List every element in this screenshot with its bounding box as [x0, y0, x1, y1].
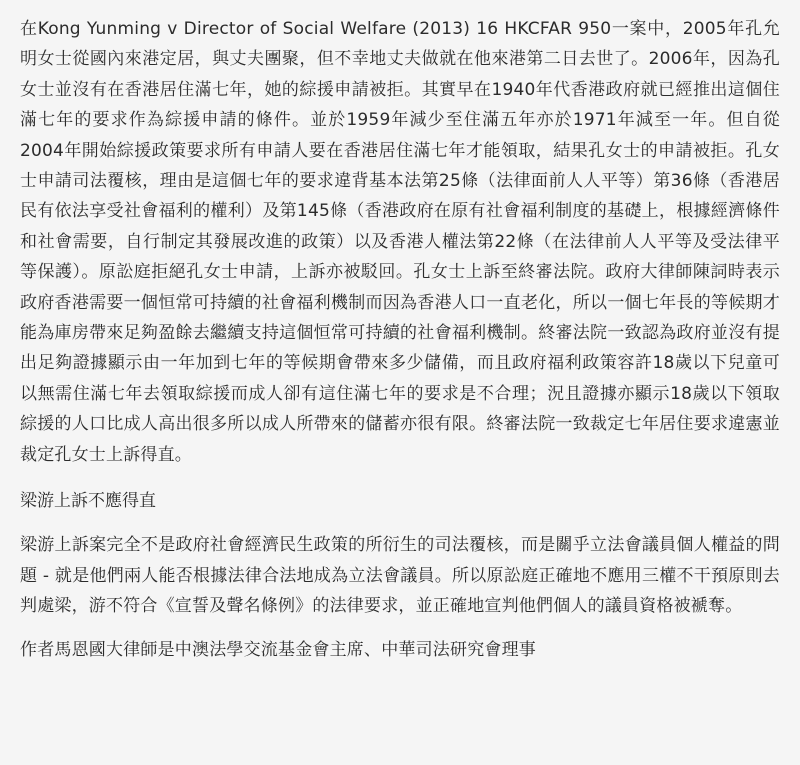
paragraph-leung-yau-appeal: 梁游上訴案完全不是政府社會經濟民生政策的所衍生的司法覆核，而是關乎立法會議員個人權益的問題 - 就是他們兩人能否根據法律合法地成為立法會議員。所以原訟庭正確地不應用三權不干預原則去判處梁，游不符合《宣誓及聲名條例》的法律要求，並正確地宣判他們個人的議員資格被褫奪。	[20, 535, 780, 616]
paragraph-kong-yunming-case: 在Kong Yunming v Director of Social Welfare (2013) 16 HKCFAR 950一案中，2005年孔允明女士從國內來港定居，與丈夫團聚，但不幸地丈夫做就在他來港第二日去世了。2006年，因為孔女士並沒有在香港居住滿七年，她的綜援申請被拒。其實早在1940年代香港政府就已經推出這個住滿七年的要求作為綜援申請的條件。並於1959年減少至住滿五年亦於1971年減至一年。但自從2004年開始綜援政策要求所有申請人要在香港居住滿七年才能領取，結果孔女士的申請被拒。孔女士申請司法覆核，理由是這個七年的要求違背基本法第25條（法律面前人人平等）第36條（香港居民有依法享受社會福利的權利）及第145條（香港政府在原有社會福利制度的基礎上，根據經濟條件和社會需要，自行制定其發展改進的政策）以及香港人權法第22條（在法律前人人平等及受法律平等保護）。原訟庭拒絕孔女士申請，上訴亦被駁回。孔女士上訴至終審法院。政府大律師陳詞時表示政府香港需要一個恒常可持續的社會福利機制而因為香港人口一直老化，所以一個七年長的等候期才能為庫房帶來足夠盈餘去繼續支持這個恒常可持續的社會福利機制。終審法院一致認為政府並沒有提出足夠證據顯示由一年加到七年的等候期會帶來多少儲備，而且政府福利政策容許18歲以下兒童可以無需住滿七年去領取綜援而成人卻有這住滿七年的要求是不合理；況且證據亦顯示18歲以下領取綜援的人口比成人高出很多所以成人所帶來的儲蓄亦很有限。終審法院一致裁定七年居住要求違憲並裁定孔女士上訴得直。	[20, 19, 780, 465]
section-heading: 梁游上訴不應得直	[20, 491, 156, 512]
author-note: 作者馬恩國大律師是中澳法學交流基金會主席、中華司法研究會理事	[20, 640, 536, 661]
